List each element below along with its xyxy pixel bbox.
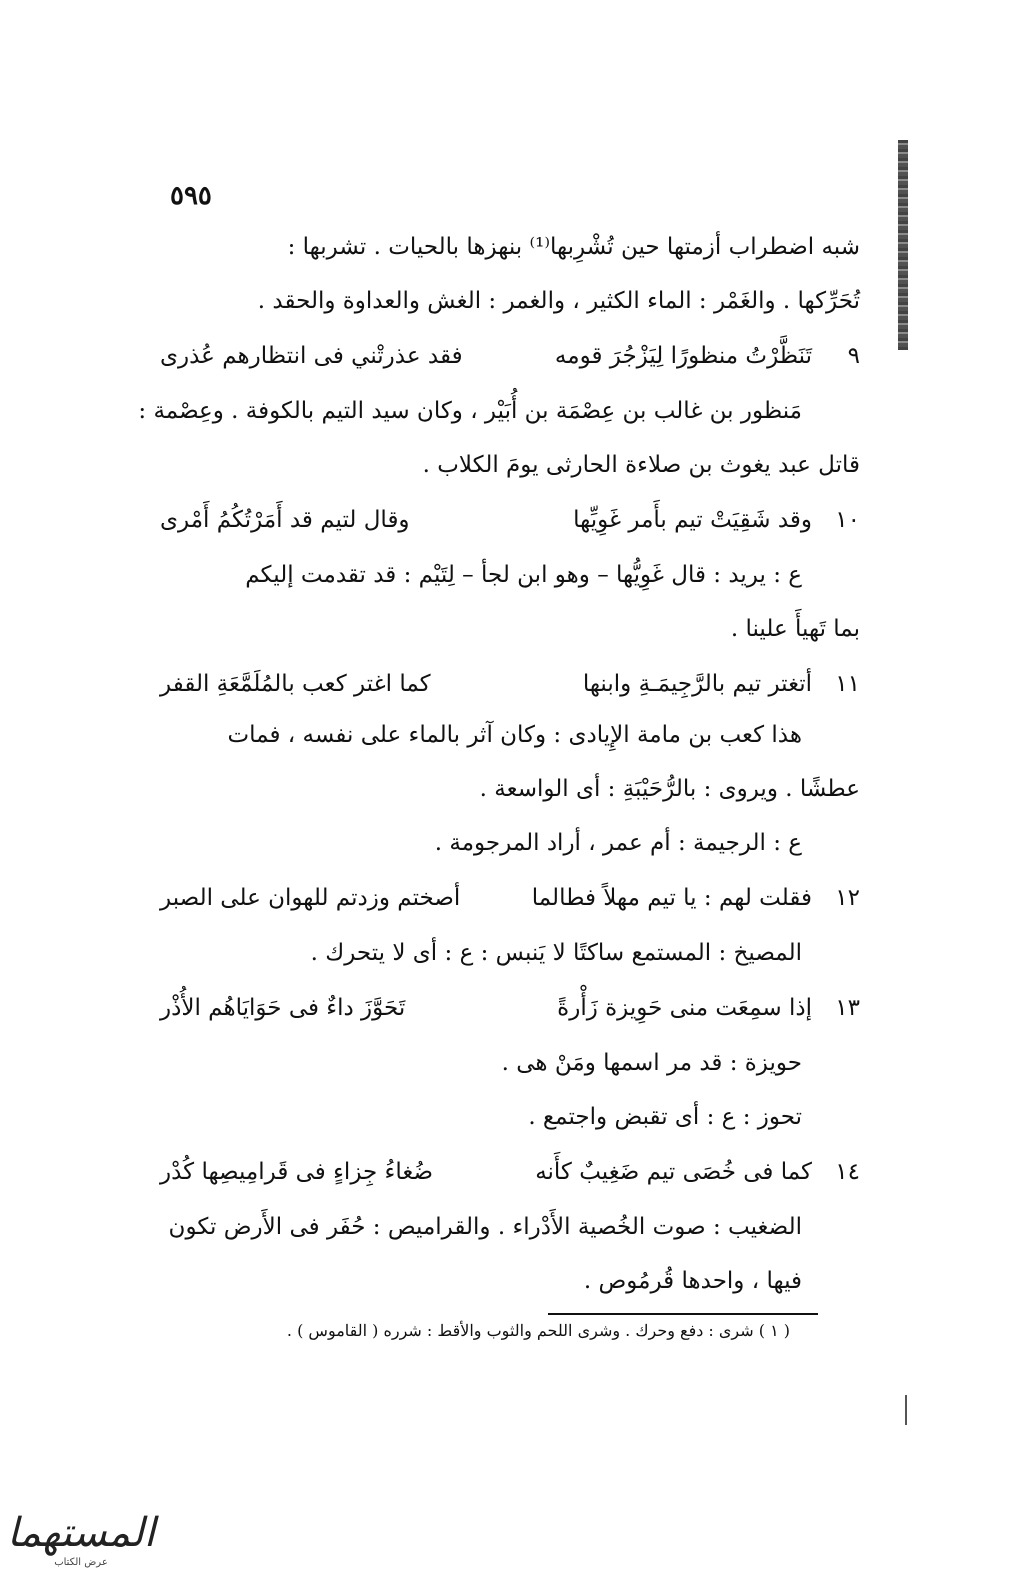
prose-line: تحوز : ع : أى تقبض واجتمع .	[528, 1104, 802, 1130]
verse-first-hemistich: كما فى خُصَى تيم ضَغِيبٌ كأَنه	[535, 1159, 812, 1185]
scan-edge-line	[905, 1395, 907, 1425]
prose-line: مَنظور بن غالب بن عِصْمَة بن أُبَيْر ، وكان سيد التيم بالكوفة . وعِصْمة :	[138, 398, 802, 424]
body-text	[138, 232, 860, 1296]
prose-line: ع : يريد : قال غَوِيُّها – وهو ابن لجأ – لِتَيْم : قد تقدمت إليكم	[245, 562, 802, 588]
verse-number: ١٢	[835, 885, 860, 911]
footnote: ( ١ ) شرى : دفع وحرك . وشرى اللحم والثوب والأقط : شرره ( القاموس ) .	[286, 1321, 790, 1340]
logo-subtitle: عرض الكتاب	[54, 1557, 108, 1568]
verse-line	[150, 992, 860, 1024]
prose-line: الضغيب : صوت الخُصية الأَدْراء . والقراميص : حُفَر فى الأَرض تكون	[168, 1214, 802, 1240]
verse-number: ١٠	[835, 507, 860, 533]
verse-first-hemistich: إذا سمِعَت منى حَوِيزة زَأْرةً	[557, 995, 812, 1021]
prose-line: بما تَهيأَ علينا .	[730, 616, 860, 642]
prose-line: فيها ، واحدها قُرمُوص .	[583, 1268, 802, 1294]
prose-line: حويزة : قد مر اسمها ومَنْ هى .	[501, 1050, 802, 1076]
footnote-separator	[548, 1313, 818, 1315]
verse-line	[150, 1156, 860, 1188]
verse-line	[150, 882, 860, 914]
prose-line: هذا كعب بن مامة الإِيادى : وكان آثر بالماء على نفسه ، فمات	[227, 722, 802, 748]
page-number: ٥٩٥	[170, 181, 212, 211]
verse-line	[150, 340, 860, 372]
verse-first-hemistich: فقلت لهم : يا تيم مهلاً فطالما	[531, 885, 812, 911]
verse-first-hemistich: تَنَظَّرْتُ منظورًا لِيَزْجُرَ قومه	[554, 343, 812, 369]
library-logo	[6, 1505, 156, 1575]
verse-number: ٩	[847, 343, 860, 369]
verse-number: ١٣	[835, 995, 860, 1021]
verse-number: ١١	[835, 671, 860, 697]
verse-second-hemistich: وقال لتيم قد أَمَرْتُكُمُ أَمْرى	[160, 507, 410, 533]
prose-line: شبه اضطراب أزمتها حين تُشْرِبها⁽¹⁾ بنهزها بالحيات . تشربها :	[287, 234, 860, 260]
prose-line: عطشًا . ويروى : بالرُّحَيْبَةِ : أى الواسعة .	[479, 776, 860, 802]
verse-second-hemistich: فقد عذرتْني فى انتظارهم عُذرى	[160, 343, 463, 369]
verse-first-hemistich: أتغتر تيم بالرَّجِيمَـةِ وابنها	[582, 671, 812, 697]
verse-line	[150, 504, 860, 536]
verse-second-hemistich: كما اغتر كعب بالمُلَمَّعَةِ القفر	[160, 671, 431, 697]
prose-line: ع : الرجيمة : أم عمر ، أراد المرجومة .	[434, 830, 802, 856]
verse-second-hemistich: ضُغاءُ جِزاءٍ فى قَرامِيصِها كُدْر	[160, 1159, 433, 1185]
verse-first-hemistich: وقد شَقِيَتْ تيم بأَمر غَوِيِّها	[573, 507, 812, 533]
verse-second-hemistich: تَحَوَّزَ داءٌ فى حَوَايَاهُم الأُذْر	[160, 995, 406, 1021]
verse-second-hemistich: أصختم وزدتم للهوان على الصبر	[160, 885, 461, 911]
scan-edge-mark	[898, 140, 908, 350]
prose-line: تُحَرِّكها . والغَمْر : الماء الكثير ، والغمر : الغش والعداوة والحقد .	[257, 288, 860, 314]
verse-number: ١٤	[835, 1159, 860, 1185]
prose-line: المصيخ : المستمع ساكتًا لا يَنبس : ع : أى لا يتحرك .	[310, 940, 802, 966]
logo-text: المستهما	[7, 1510, 155, 1556]
prose-line: قاتل عبد يغوث بن صلاءة الحارثى يومَ الكلاب .	[422, 452, 860, 478]
verse-line	[150, 668, 860, 700]
